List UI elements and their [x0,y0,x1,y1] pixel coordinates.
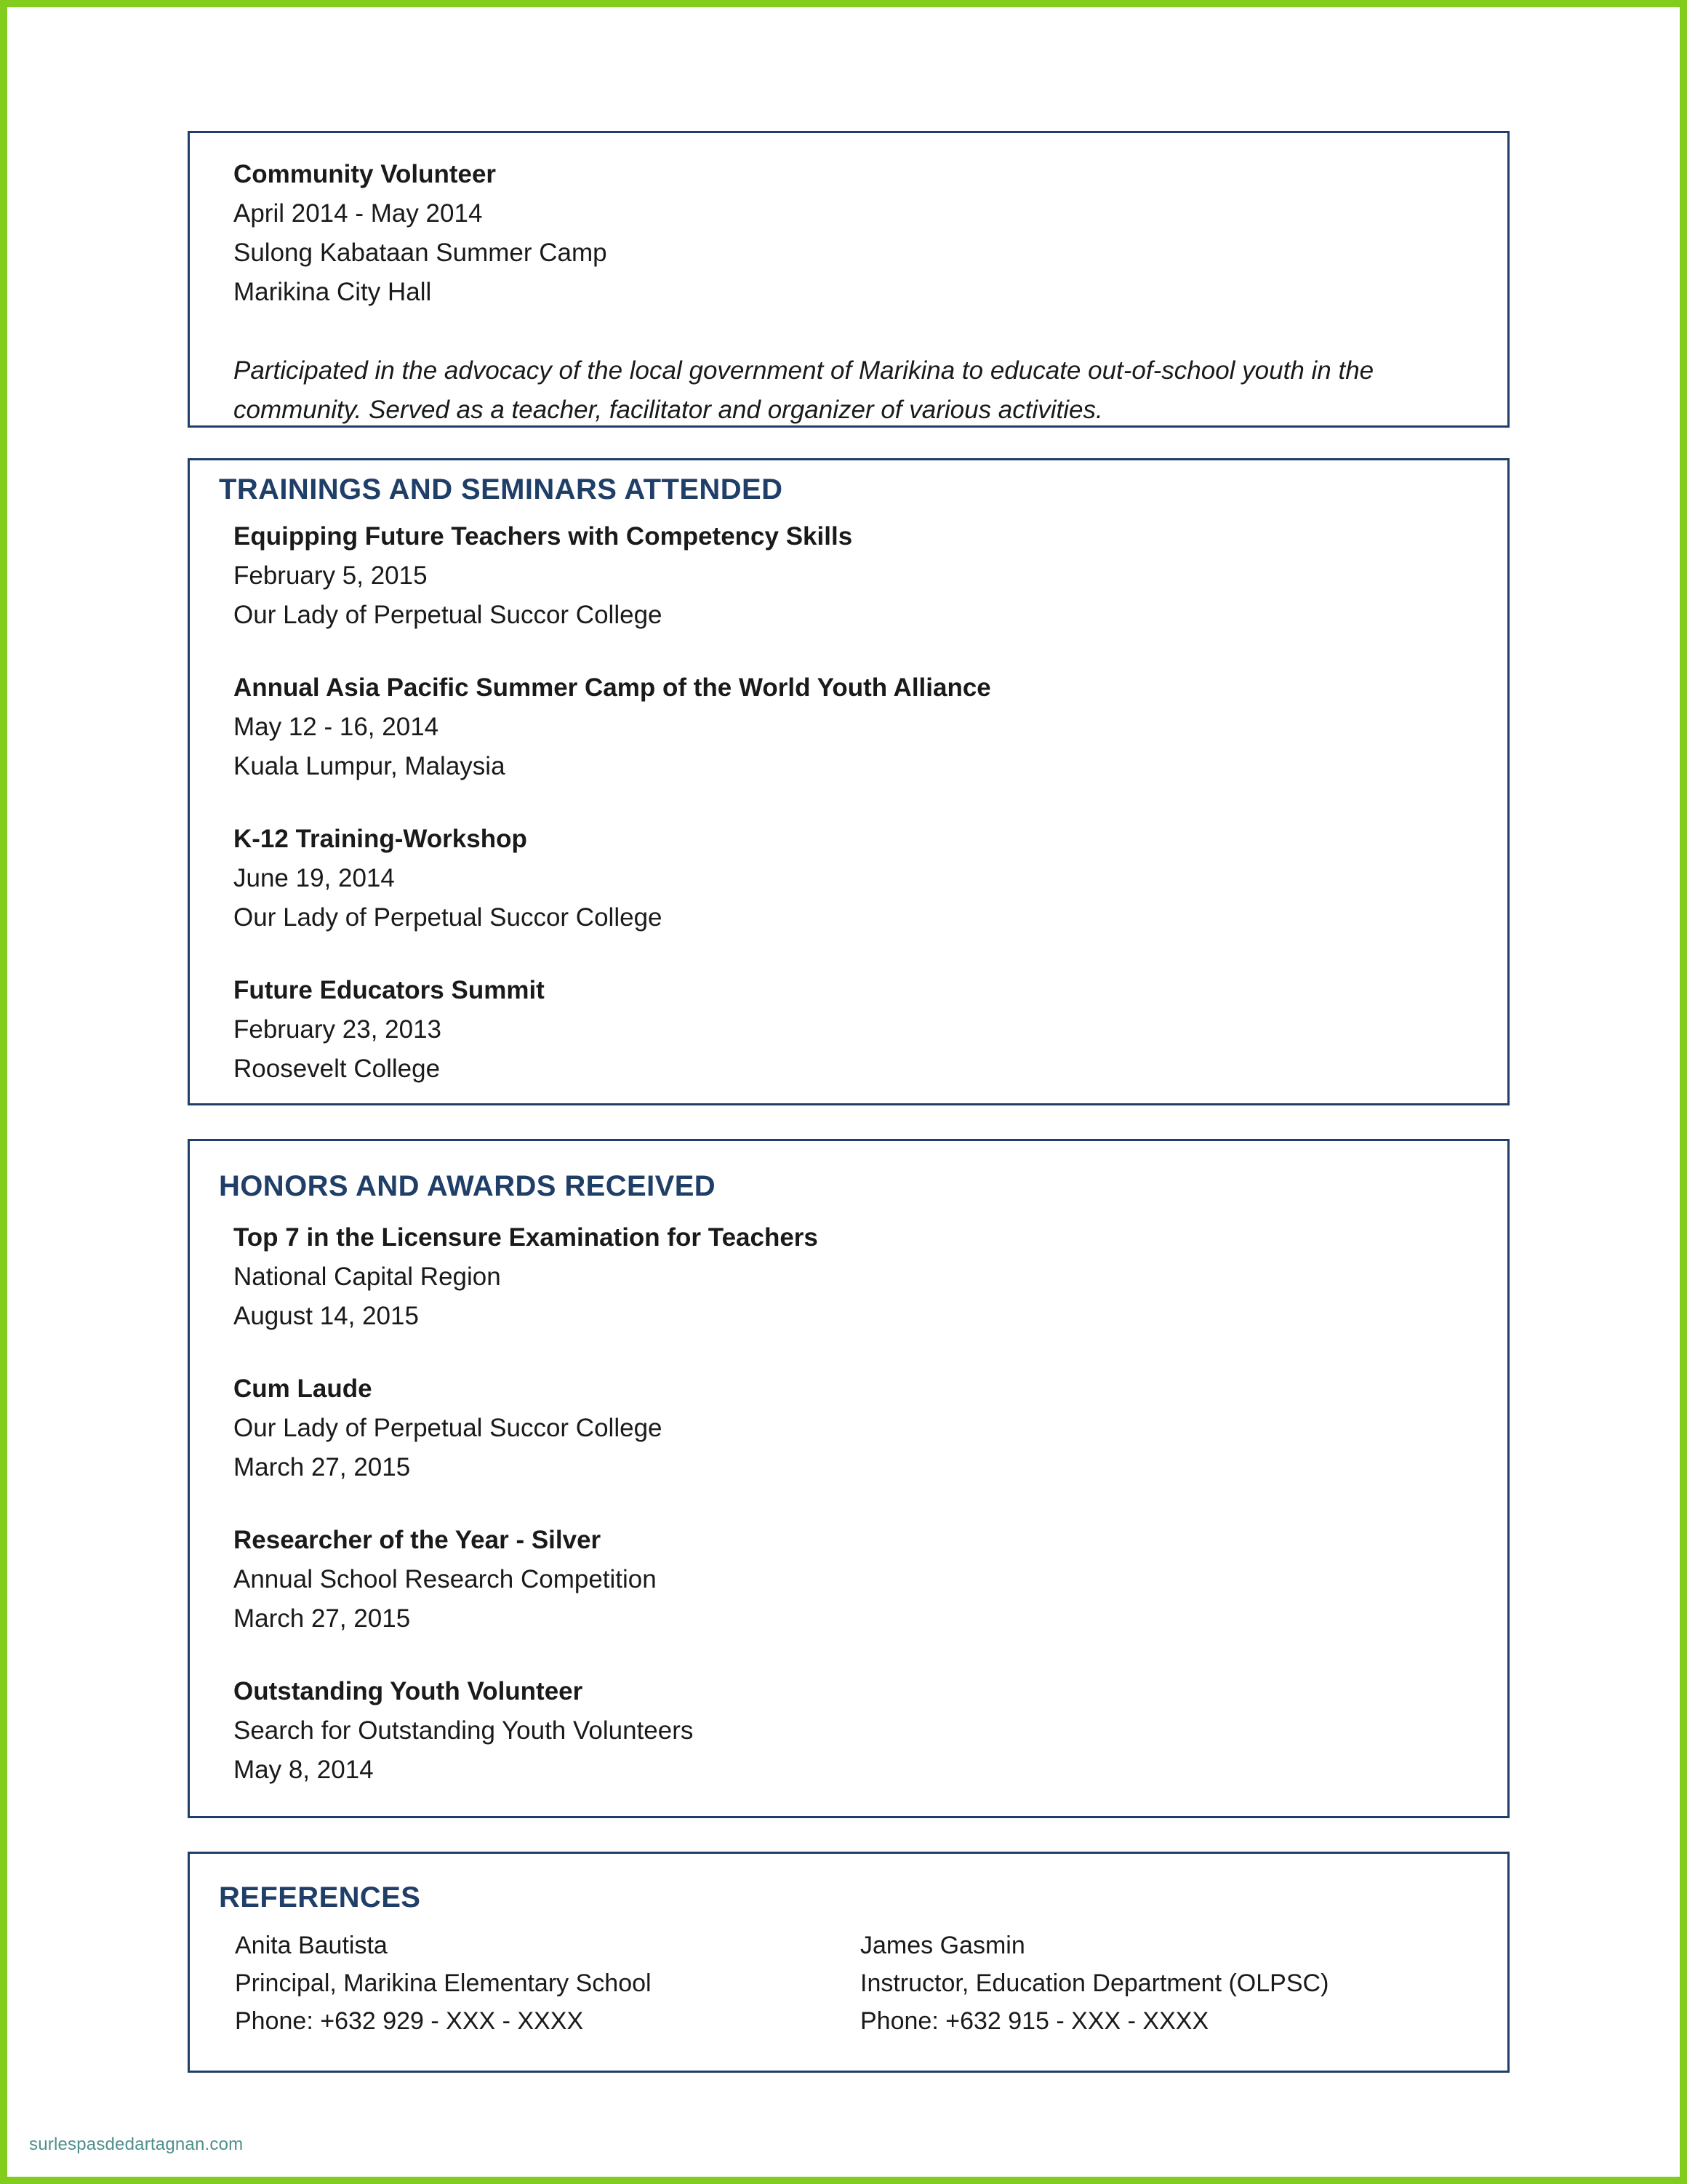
training-title: K-12 Training-Workshop [233,825,527,853]
training-title: Future Educators Summit [233,976,545,1004]
honor-title: Top 7 in the Licensure Examination for Teachers [233,1223,818,1252]
reference-entry [860,1927,1486,2040]
experience-organization: Sulong Kabataan Summer Camp [233,239,607,267]
experience-entry [233,155,1486,430]
honor-date: March 27, 2015 [233,1453,411,1481]
honor-entry [233,1218,1486,1336]
honor-entry [233,1672,1486,1790]
training-title: Annual Asia Pacific Summer Camp of the World Youth Alliance [233,673,991,702]
references-heading: REFERENCES [219,1881,421,1913]
experience-section-box [188,131,1510,428]
experience-location: Marikina City Hall [233,278,432,306]
references-columns [235,1927,1486,2040]
trainings-section-box [188,458,1510,1105]
experience-dates: April 2014 - May 2014 [233,199,483,228]
training-date: May 12 - 16, 2014 [233,713,439,741]
resume-sheet [7,7,1680,2177]
training-title: Equipping Future Teachers with Competency Skills [233,522,853,551]
trainings-content [233,517,1486,1089]
training-venue: Roosevelt College [233,1055,441,1083]
honor-detail: Annual School Research Competition [233,1565,657,1593]
honor-title: Cum Laude [233,1375,372,1403]
experience-title: Community Volunteer [233,160,497,188]
site-watermark: surlespasdedartagnan.com [29,2135,244,2154]
experience-content [233,155,1486,430]
honors-section-box [188,1139,1510,1818]
honors-heading: HONORS AND AWARDS RECEIVED [219,1170,716,1202]
training-venue: Our Lady of Perpetual Succor College [233,601,662,629]
training-date: June 19, 2014 [233,864,395,892]
honors-content [233,1218,1486,1790]
honor-title: Outstanding Youth Volunteer [233,1677,583,1705]
honor-detail: Search for Outstanding Youth Volunteers [233,1716,694,1745]
honor-date: May 8, 2014 [233,1756,374,1784]
reference-name: Anita Bautista [235,1932,388,1959]
honor-detail: National Capital Region [233,1263,501,1291]
reference-position: Instructor, Education Department (OLPSC) [860,1969,1329,1997]
reference-entry [235,1927,860,2040]
honor-title: Researcher of the Year - Silver [233,1526,601,1554]
honor-detail: Our Lady of Perpetual Succor College [233,1414,662,1442]
honor-date: August 14, 2015 [233,1302,419,1330]
honor-entry [233,1369,1486,1487]
training-venue: Kuala Lumpur, Malaysia [233,752,505,780]
experience-description: Participated in the advocacy of the local government of Marikina to educate out-of-school youth in the community. Served as a teacher, facilitator and organizer of various activities. [233,356,1374,424]
training-date: February 23, 2013 [233,1015,442,1044]
reference-name: James Gasmin [860,1932,1025,1959]
training-entry [233,820,1486,937]
training-entry [233,517,1486,635]
spacer [233,312,1486,351]
honor-date: March 27, 2015 [233,1604,411,1633]
references-section-box [188,1852,1510,2073]
reference-position: Principal, Marikina Elementary School [235,1969,652,1997]
references-content [235,1927,1486,2040]
trainings-heading: TRAININGS AND SEMINARS ATTENDED [219,473,783,505]
training-entry [233,668,1486,786]
training-entry [233,971,1486,1089]
reference-phone: Phone: +632 929 - XXX - XXXX [235,2007,584,2035]
honor-entry [233,1521,1486,1639]
training-date: February 5, 2015 [233,561,428,590]
reference-phone: Phone: +632 915 - XXX - XXXX [860,2007,1209,2035]
training-venue: Our Lady of Perpetual Succor College [233,903,662,932]
